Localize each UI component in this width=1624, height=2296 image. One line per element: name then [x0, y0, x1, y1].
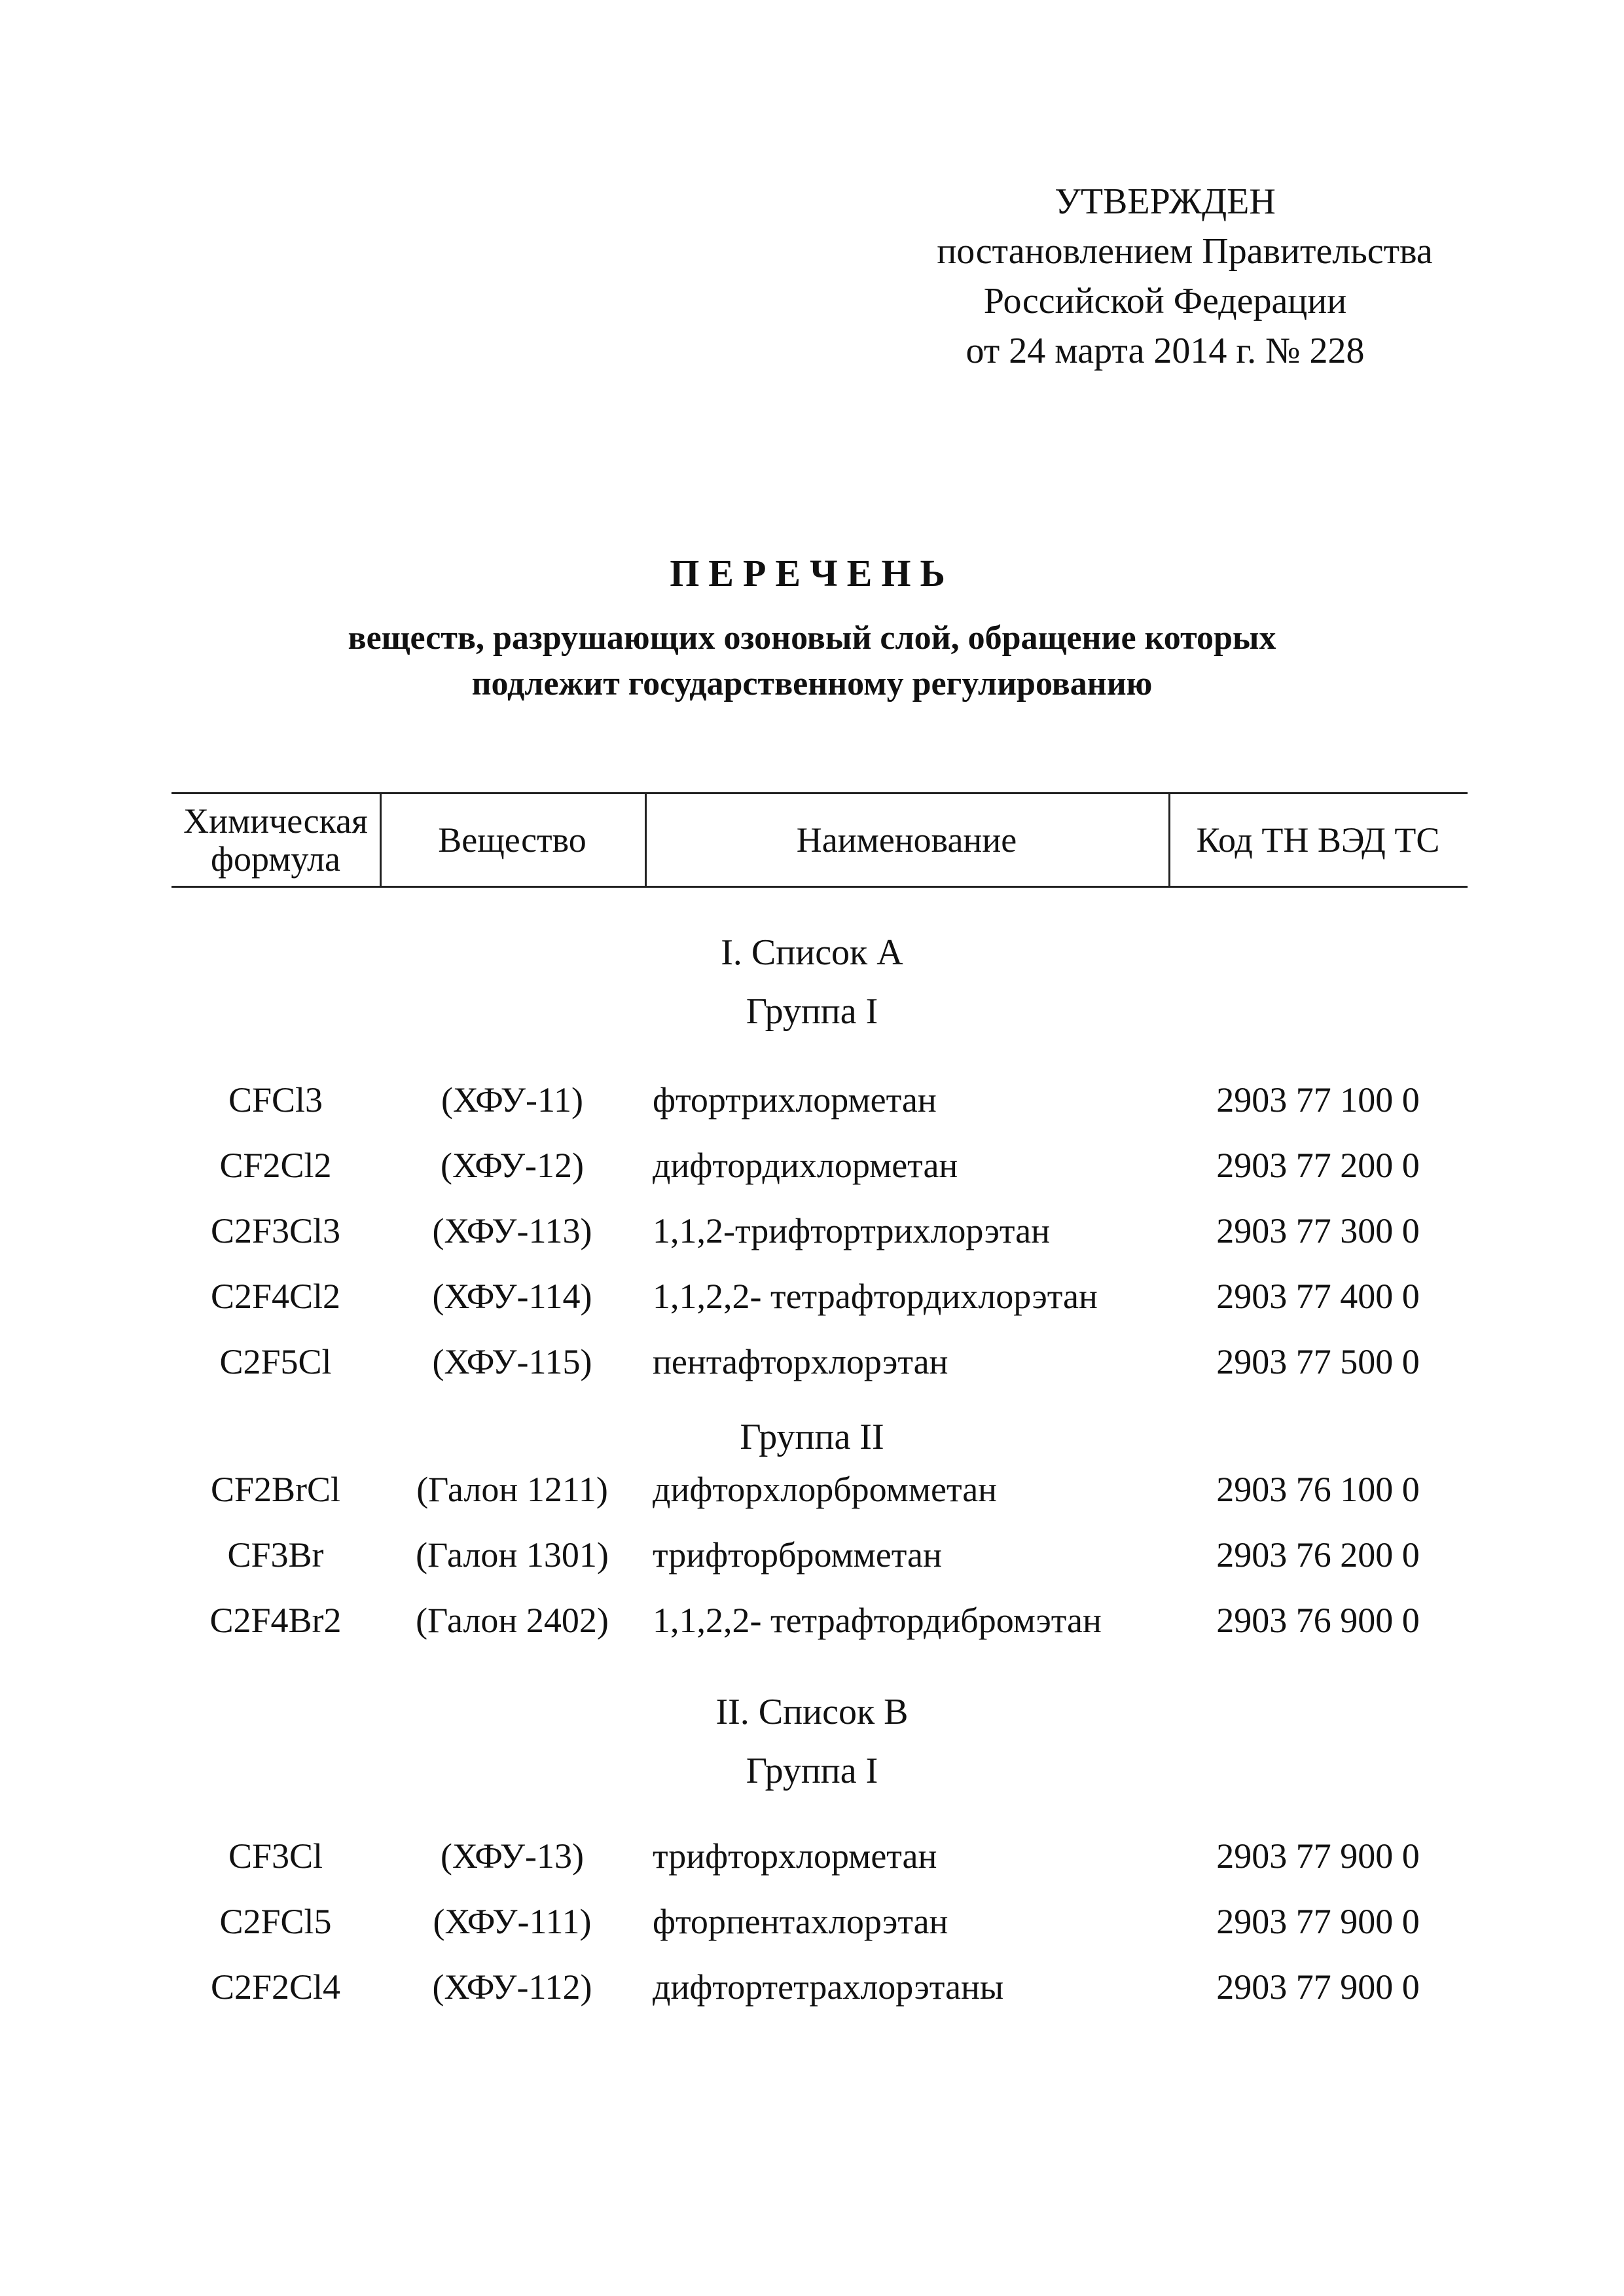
cell-code: 2903 77 300 0 [1216, 1211, 1420, 1250]
approval-status: УТВЕРЖДЕН [1055, 181, 1276, 222]
cell-code: 2903 77 200 0 [1216, 1146, 1420, 1185]
cell-code: 2903 77 500 0 [1216, 1342, 1420, 1381]
approval-government: Российской Федерации [983, 281, 1347, 321]
cell-formula: CF3Br [227, 1535, 324, 1575]
cell-formula: CF3Cl [228, 1836, 323, 1876]
approval-block [838, 177, 1492, 376]
cell-code: 2903 77 400 0 [1216, 1277, 1420, 1316]
cell-substance: (ХФУ-111) [433, 1902, 592, 1941]
approval-decree: постановлением Правительства [937, 231, 1433, 272]
cell-substance: (ХФУ-115) [432, 1342, 592, 1381]
cell-name: фтортрихлорметан [653, 1080, 937, 1120]
cell-name: трифторбромметан [653, 1535, 942, 1575]
cell-formula: C2F5Cl [219, 1342, 332, 1381]
cell-name: дифтортетрахлорэтаны [653, 1967, 1004, 2007]
table-row [171, 1074, 1468, 1126]
cell-substance: (Галон 1301) [416, 1535, 609, 1575]
header-name: Наименование [796, 820, 1017, 860]
cell-name: 1,1,2-трифтортрихлорэтан [653, 1211, 1051, 1250]
header-substance: Вещество [438, 820, 586, 860]
table-row [171, 1336, 1468, 1388]
cell-code: 2903 77 900 0 [1216, 1967, 1420, 2007]
cell-name: 1,1,2,2- тетрафтордибромэтан [653, 1601, 1102, 1640]
cell-name: дифтордихлорметан [653, 1146, 958, 1185]
document-title: ПЕРЕЧЕНЬ [670, 552, 954, 594]
table-row [171, 1895, 1468, 1948]
cell-formula: CF2BrCl [210, 1470, 341, 1509]
cell-formula: CFCl3 [228, 1080, 323, 1120]
list-a-group-1-heading: Группа I [746, 991, 878, 1032]
cell-substance: (ХФУ-13) [441, 1836, 584, 1876]
cell-formula: C2FCl5 [219, 1902, 332, 1941]
cell-substance: (ХФУ-114) [432, 1277, 592, 1316]
subtitle-line-1: веществ, разрушающих озоновый слой, обращение которых [348, 619, 1276, 657]
cell-name: фторпентахлорэтан [653, 1902, 948, 1941]
table-row [171, 1270, 1468, 1322]
list-b-heading: II. Список В [715, 1692, 909, 1732]
table-row [171, 1529, 1468, 1581]
subtitle-line-2: подлежит государственному регулированию [471, 665, 1153, 702]
table-row [171, 1139, 1468, 1192]
header-code: Код ТН ВЭД ТС [1196, 820, 1440, 860]
cell-substance: (ХФУ-113) [432, 1211, 592, 1250]
cell-code: 2903 77 900 0 [1216, 1902, 1420, 1941]
cell-formula: C2F4Cl2 [210, 1277, 341, 1316]
table-row [171, 1205, 1468, 1257]
cell-substance: (ХФУ-11) [441, 1080, 583, 1120]
cell-formula: C2F2Cl4 [210, 1967, 341, 2007]
list-a-heading: I. Список А [721, 932, 903, 973]
cell-code: 2903 77 900 0 [1216, 1836, 1420, 1876]
cell-substance: (ХФУ-12) [441, 1146, 584, 1185]
header-formula: Химическая формула [183, 801, 368, 879]
cell-code: 2903 76 200 0 [1216, 1535, 1420, 1575]
list-a-group-2-heading: Группа II [740, 1417, 884, 1457]
table-row [171, 1830, 1468, 1882]
list-b-group-1-heading: Группа I [746, 1751, 878, 1791]
table-row [171, 1961, 1468, 2013]
table-header [171, 792, 1468, 888]
cell-code: 2903 76 900 0 [1216, 1601, 1420, 1640]
document-subtitle [0, 615, 1624, 707]
table-row [171, 1594, 1468, 1647]
cell-name: 1,1,2,2- тетрафтордихлорэтан [653, 1277, 1098, 1316]
cell-substance: (Галон 2402) [416, 1601, 609, 1640]
approval-date-number: от 24 марта 2014 г. № 228 [965, 331, 1365, 371]
cell-code: 2903 76 100 0 [1216, 1470, 1420, 1509]
cell-substance: (Галон 1211) [416, 1470, 608, 1509]
cell-name: трифторхлорметан [653, 1836, 937, 1876]
table-row [171, 1463, 1468, 1516]
cell-formula: C2F4Br2 [209, 1601, 342, 1640]
cell-name: дифторхлорбромметан [653, 1470, 998, 1509]
cell-name: пентафторхлорэтан [653, 1342, 948, 1381]
cell-code: 2903 77 100 0 [1216, 1080, 1420, 1120]
cell-formula: C2F3Cl3 [210, 1211, 341, 1250]
cell-substance: (ХФУ-112) [432, 1967, 592, 2007]
cell-formula: CF2Cl2 [219, 1146, 332, 1185]
